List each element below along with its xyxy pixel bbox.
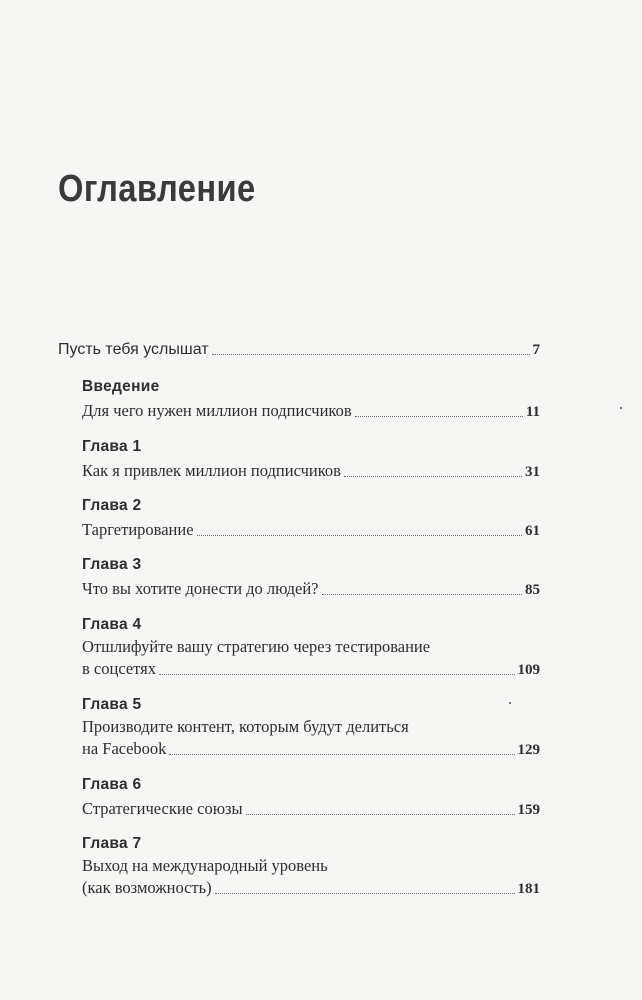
toc-entry-title-line: Отшлифуйте вашу стратегию через тестирование [82,637,431,656]
dot-leader [212,353,530,355]
toc-entry-title: Стратегические союзы [82,799,243,818]
toc-page-number: 129 [517,742,540,758]
dot-leader [197,534,522,536]
page-title: Оглавление [58,168,256,210]
toc-page-number: 159 [517,802,540,818]
toc-section-heading: Глава 5 [82,696,142,713]
toc-entry-title: Пусть тебя услышат [58,341,209,358]
toc-entry-title-line: Выход на международный уровень [82,856,328,875]
dot-leader [322,593,522,595]
dot-leader [159,673,514,675]
toc-entry-title: в соцсетях [82,659,157,678]
dot-leader [215,892,515,894]
toc-section-heading: Глава 7 [82,835,142,852]
toc-page-number: 85 [525,582,540,598]
paper-speck [509,702,511,704]
toc-entry-title: Таргетирование [82,520,194,539]
toc-section-heading: Глава 1 [82,438,142,455]
toc-entry-title: на Facebook [82,739,167,758]
toc-page-number: 61 [525,523,540,539]
toc-entry[interactable] [82,878,540,898]
toc-section-heading: Глава 4 [82,616,142,633]
toc-entry[interactable] [82,461,540,481]
toc-entry[interactable] [82,520,540,540]
toc-entry[interactable] [82,799,540,819]
toc-entry[interactable] [82,659,540,679]
toc-section-heading: Глава 6 [82,776,142,793]
toc-entry-title: Что вы хотите донести до людей? [82,579,319,598]
toc-entry-title-line: Производите контент, которым будут делиться [82,717,409,736]
paper-speck [620,407,622,409]
toc-entry[interactable] [82,739,540,759]
toc-page-number: 181 [517,881,540,897]
toc-entry-preface[interactable] [58,341,540,359]
toc-section-heading: Введение [82,378,160,395]
toc-section-heading: Глава 3 [82,556,142,573]
dot-leader [355,415,523,417]
toc-entry-title: Как я привлек миллион подписчиков [82,461,341,480]
toc-section-heading: Глава 2 [82,497,142,514]
toc-entry-title: (как возможность) [82,878,212,897]
toc-page-number: 31 [525,464,540,480]
toc-page-number: 11 [525,404,540,420]
toc-page-number: 109 [517,662,540,678]
toc-entry[interactable] [82,401,540,421]
dot-leader [344,475,522,477]
toc-page-number: 7 [532,342,540,358]
toc-entry[interactable] [82,579,540,599]
dot-leader [169,753,514,755]
dot-leader [246,813,515,815]
toc-entry-title: Для чего нужен миллион подписчиков [82,401,352,420]
